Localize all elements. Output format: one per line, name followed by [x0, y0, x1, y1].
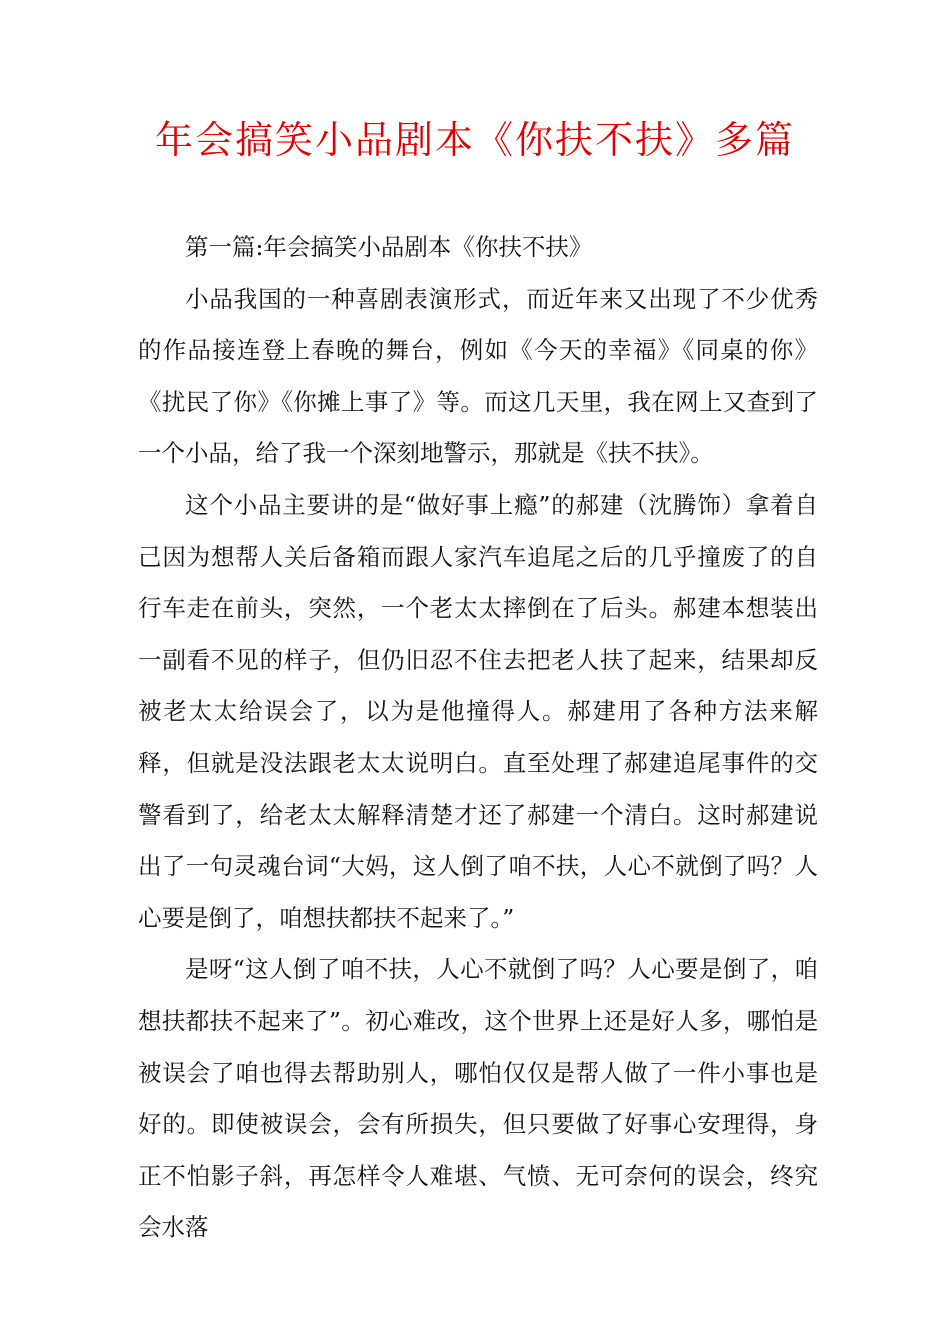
section-heading: 第一篇:年会搞笑小品剧本《你扶不扶》 — [185, 233, 593, 261]
document-title: 年会搞笑小品剧本《你扶不扶》多篇 — [154, 118, 795, 162]
paragraph-intro: 小品我国的一种喜剧表演形式，而近年来又出现了不少优秀的作品接连登上春晚的舞台，例如《今天的幸福》《同桌的你》《扰民了你》《你摊上事了》等。而这几天里，我在网上又查到了一个小品，给了我一个深刻地警示，那就是《扶不扶》。 — [138, 284, 818, 468]
paragraph-reflection: 是呀“这人倒了咱不扶，人心不就倒了吗？人心要是倒了，咱想扶都扶不起来了”。初心难改，这个世界上还是好人多，哪怕是被误会了咱也得去帮助别人，哪怕仅仅是帮人做了一件小事也是好的。即使被误会，会有所损失，但只要做了好事心安理得，身正不怕影子斜，再怎样令人难堪、气愤、无可奈何的误会，终究会水落 — [138, 955, 818, 1242]
paragraph-plot: 这个小品主要讲的是“做好事上瘾”的郝建（沈腾饰）拿着自己因为想帮人关后备箱而跟人家汽车追尾之后的几乎撞废了的自行车走在前头，突然，一个老太太摔倒在了后头。郝建本想装出一副看不见的样子，但仍旧忍不住去把老人扶了起来，结果却反被老太太给误会了，以为是他撞得人。郝建用了各种方法来解释，但就是没法跟老太太说明白。直至处理了郝建追尾事件的交警看到了，给老太太解释清楚才还了郝建一个清白。这时郝建说出了一句灵魂台词“大妈，这人倒了咱不扶，人心不就倒了吗？人心要是倒了，咱想扶都扶不起来了。” — [138, 490, 818, 932]
document-body — [138, 222, 818, 1254]
